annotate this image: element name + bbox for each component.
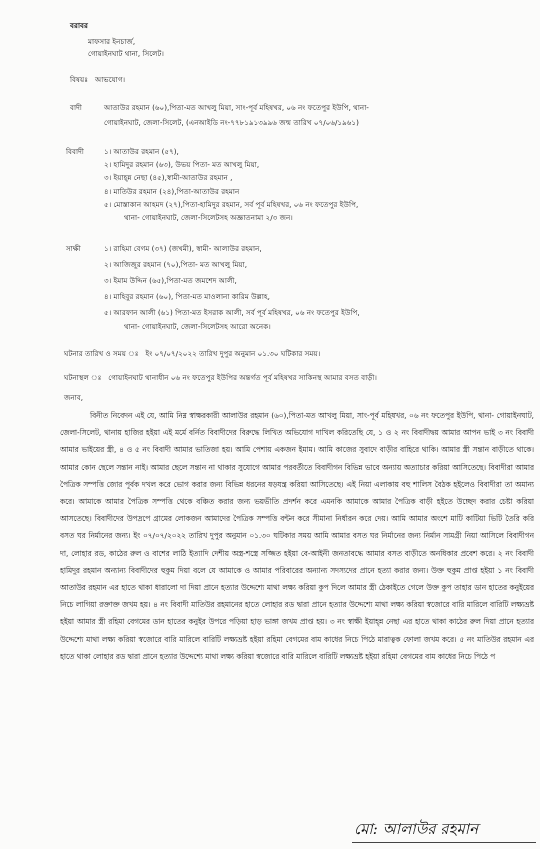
witness-item: ২। আজিজুর রহমান (৭০),পিতা- মত আখলু মিয়া, xyxy=(104,260,248,269)
signature: মো: আলাউর রহমান xyxy=(354,820,479,838)
complainant-label: বাদী xyxy=(70,103,82,112)
witness-item: ৪। মাহিবুর রহমান (৬০), পিতা-মত মাওলানা কারিম উল্লাহ, xyxy=(104,292,270,301)
salutation-to: বরাবর xyxy=(70,21,88,30)
subject-label: বিষয়ঃ xyxy=(70,75,89,84)
complainant-line-1: আতাউর রহমান (৬০),পিতা-মত আখলু মিয়া, সাং-পূর্ব মহিষখর, ০৬ নং ফতেপুর ইউপি, থানা- xyxy=(104,103,369,112)
accused-item: থানা- গোয়াইনঘাট, জেলা-সিলেটসহ অজ্ঞাতনামা ২/৩ জন। xyxy=(124,213,293,222)
witness-label: সাক্ষী xyxy=(66,244,81,253)
complaint-body: বিনীত নিবেদন এই যে, আমি নিম্ন স্বাক্ষরকারী আলাউর রহমান (৬০),পিতা-মত আখলু মিয়া, সাং-পূর্ব মহিষখর, ০৬ নং ফতেপুর ইউপি, থানা- গোয়াইনঘাট, জেলা-সিলেট, থানায় হাজির হইয়া এই মর্মে বর্নিত বিবাদীদের বিরুদ্ধে লিখিত অভিযোগ দাখিল করিতেছি যে, ১ ও ২ নং বিবাদীদ্বয় আমার আপন ভাই ৩ নং বিবাদী আমার ভাইয়ের স্ত্রী, ৪ ও ৫ নং বিবাদী আমার ভাতিজা হয়। আমি পেশায় একজন ইমাম। আমি কাজের সুবাদে বাড়ীর বাহিরে থাকি। আমার স্ত্রী সন্তান বাড়ীতে থাকে। আমার কোন ছেলে সন্তান নাই। আমার ছেলে সন্তান না থাকার সুযোগে আমার পরবর্তীতে বিবাদীগন বিভিন্ন ভাবে অন্যায় অত্যাচার করিয়া আসিতেছে। বিবাদীরা আমার পৈত্রিক সম্পত্তি জোর পূর্বক দখল করে ভোগ করার জন্য বিভিন্ন ধরনের ষড়যন্ত্র করিয়া আসিতেছে। এই নিয়া এলাকায় বহু শালিস বৈঠক হইলেও বিবাদীরা তা অমান্য করে। আমাকে আমার পৈত্রিক সম্পত্তি থেকে বঞ্চিত করার জন্য ভয়ভীতি প্রদর্শন করে এমনকি আমাকে আমার পৈত্রিক বাড়ী হইতে উচ্ছেদ করার চেষ্টা করিয়া আসতেছে। বিবাদীদের উপদ্রপে গ্রামের লোকজন আমাদের পৈত্রিক সম্পত্তি বন্টন করে সীমানা নির্ধারন করে দেয়। আমি আমার অংশে মাটি কাটিয়া ভিটি তৈরি করি বসত ঘর নির্মানের জন্য। ইং ০৭/০৭/২০২২ তারিখ দুপুর অনুমান ০১.৩০ ঘটিকার সময় আমি আমার বসত ঘর নির্মানের জন্য নির্মান সামগ্রী নিয়া আসিলে বিবাদীগন দা, লোহার রড, কাঠের রুল ও বাশের লাঠি ইত্যাদি দেশীয় অস্ত্র-শস্ত্রে সজ্জিত হইয়া বে-আইনী জনতাবদ্ধে আমার বসত বাড়ীতে অনধিকার প্রবেশ করে। ২ নং বিবাদী হামিদুর রহমান অন্যান্য বিবাদীদের হুকুম দিয়া বলে যে আমাকে ও আমার পরিবারের অন্যান্য সদস্যদের প্রানে হত্যা করার জন্য। উক্ত হুকুম প্রাপ্ত হইয়া ১ নং বিবাদী আতাউর রহমান এর হাতে থাকা ধারালো দা দিয়া প্রানে হত্যার উদ্দেশ্যে মাথা লক্ষ্য করিয়া কুপ দিলে আমার স্ত্রী ঠেকাইতে গেলে উক্ত কুপ তাহার ডান হাতের কনুইয়ের নিচে লাগিয়া রক্তাক্ত জখম হয়। ৪ নং বিবাদী মাতিউর রহমানের হাতে লোহার রড দ্বারা প্রানে হত্যার উদ্দেশ্যে মাথা লক্ষ্য করিয়া স্বজোরে বারি মারিলে বারিটি লক্ষ্যভ্রষ্ট হইয়া আমার স্ত্রী রহিমা বেগমের ডান হাতের কনুইর উপরে পড়িয়া হাড় ভাঙ্গা জখম প্রাপ্ত হয়। ৩ নং স্বাক্ষী ইয়াহ্ন্ন নেছা এর হাতে থাকা কাঠের রুল দিয়া প্রানে হত্যার উদ্দেশ্যে মাথা লক্ষ্য করিয়া স্বজোরে বারি মারিলে বারিটি লক্ষ্যভ্রষ্ট হইয়া রহিমা বেগমের বাম কাধের নিচে পিঠে মারাত্বক ফোলা জখম করে। ৫ নং মাতিউর রহমান এর হাতে থাকা লোহার রড দ্বারা প্রানে হত্যার উদ্দেশ্যে মাথা লক্ষ্য করিয়া স্বজোরে বারি মারিলে বারিটি লক্ষ্যভ্রষ্ট হইয়া রহিমা বেগমের বাম কাধের নিচে পিঠে প xyxy=(60,411,534,661)
accused-item: ৩। ইয়াহ্ন্ন নেছা (৪৫),স্বামী-আতাউর রহমান , xyxy=(104,173,233,182)
incident-time-value: ইং ০৭/০৭/২০২২ তারিখ দুপুর অনুমান ০১.৩০ ঘটিকার সময়। xyxy=(145,349,321,358)
incident-time-line xyxy=(64,349,320,359)
witness-item: ৩। ইমাম উদ্দিন (৬৫),পিতা-মত জমশেদ আলী, xyxy=(104,276,237,285)
witness-item: ১। রাহিমা বেগম (৩৭) (জখমী), স্বামী- আলাউর রহমান, xyxy=(104,244,262,253)
accused-item: ৫। মোস্তাকান আহমদ (২৭),পিতা-হামিদুর রহমান, সর্ব পূর্ব মহিষখর, ০৬ নং ফতেপুর ইউপি, xyxy=(104,200,359,209)
witness-item: ৫। আরফান আলী (৬১) পিতা-মত ইসরাক আলী, সর্ব পূর্ব মহিষখর, ০৬ নং ফতেপুর ইউপি, xyxy=(104,308,360,317)
addressee-station: গোয়াইনঘাট থানা, সিলেট। xyxy=(88,49,164,58)
incident-place-label: ঘটনাস্থল ঃ xyxy=(64,373,102,382)
addressee-title: মাফসার ইনচার্জ, xyxy=(88,37,136,46)
complainant-line-2: গোয়াইনঘাট, জেলা-সিলেট, (এনআইডি নং-৭৭৮১৯১৩৯৯৬ জন্ম তারিখ ০৭/০৬/১৯৬১) xyxy=(104,118,359,127)
signature-underline xyxy=(352,842,536,843)
incident-place-value: গোয়াইনঘাট থানাধীন ০৬ নং ফতেপুর ইউপির অন্তর্গত পূর্ব মহিষখর সাকিনস্থ আমার বসত বাড়ী। xyxy=(108,373,378,382)
subject-line xyxy=(70,75,125,85)
accused-item: ২। হামিদুর রহমান (৬৩), উভয় পিতা- মত আখলু মিয়া, xyxy=(104,160,260,169)
incident-place-line xyxy=(64,373,377,383)
accused-label: বিবাদী xyxy=(66,147,84,156)
accused-item: ৪। মাতিউর রহমান (২৪),পিতা-আতাউর রহমান xyxy=(104,187,240,196)
incident-time-label: ঘটনার তারিখ ও সময় ঃ xyxy=(64,349,139,358)
witness-item: থানা- গোয়াইনঘাট, জেলা-সিলেটসহ আরো অনেক। xyxy=(124,322,271,331)
accused-item: ১। আতাউর রহমান (৫৭), xyxy=(104,147,179,156)
body-salutation: জনাব, xyxy=(64,393,84,402)
subject-value: আভযোগ। xyxy=(94,75,126,84)
